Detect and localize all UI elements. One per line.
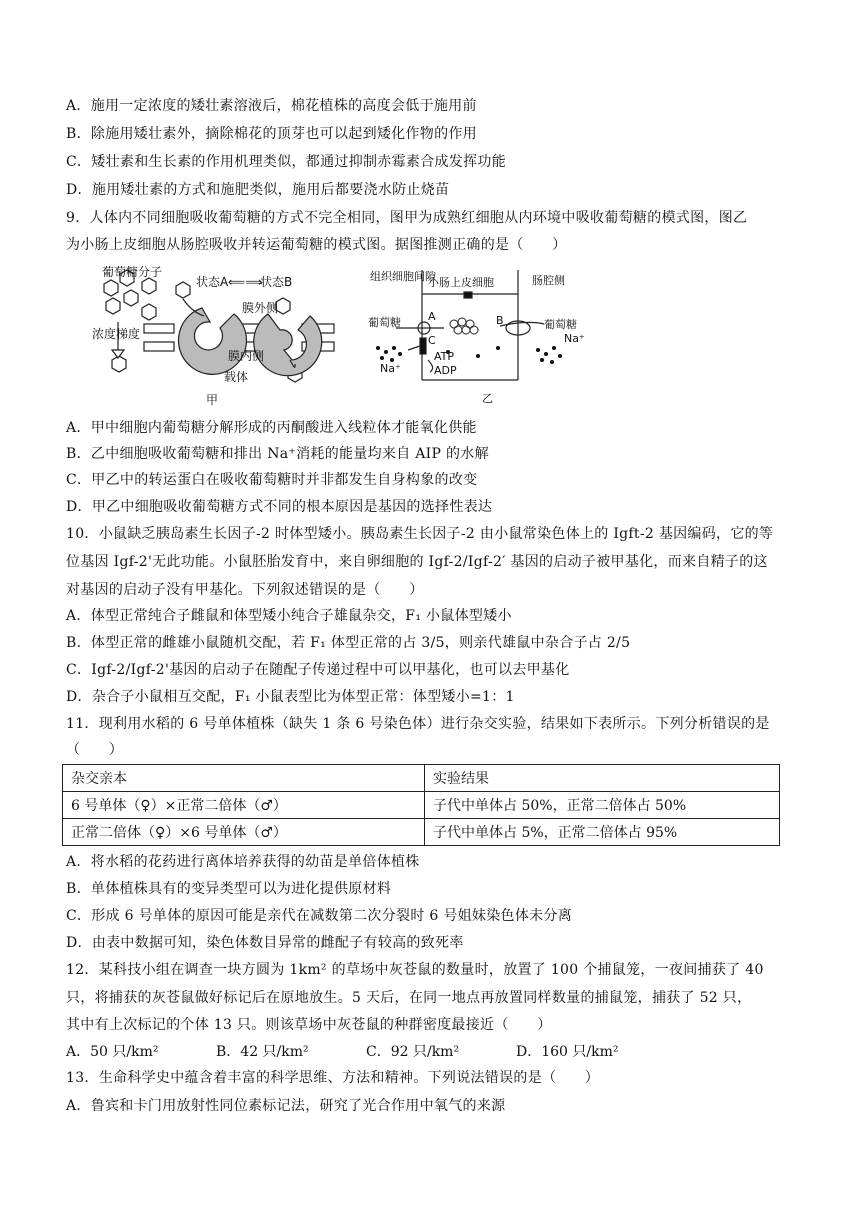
- q8-option-b: B．除施用矮壮素外，摘除棉花的顶芽也可以起到矮化作物的作用: [66, 126, 477, 142]
- table-cell: 子代中单体占 5%，正常二倍体占 95%: [425, 819, 780, 846]
- tissue-gap-label: 组织细胞间隙: [370, 270, 436, 283]
- q11-stem-line-2: （ ）: [66, 742, 124, 758]
- na-right-label: Na⁺: [564, 332, 585, 345]
- figure-jia: [92, 264, 347, 410]
- q8-option-c: C．矮壮素和生长素的作用机理类似，都通过抑制赤霉素合成发挥功能: [66, 154, 507, 170]
- q9-option-b: B．乙中细胞吸收葡萄糖和排出 Na⁺消耗的能量均来自 AIP 的水解: [66, 446, 489, 462]
- table-header-row: [63, 765, 780, 792]
- inner-side-label: 膜内侧: [228, 349, 265, 363]
- q9-option-d: D．甲乙中细胞吸收葡萄糖方式不同的根本原因是基因的选择性表达: [66, 499, 493, 515]
- q12-option-c: C．92 只/km²: [366, 1044, 460, 1060]
- q13-stem: 13．生命科学史中蕴含着丰富的科学思维、方法和精神。下列说法错误的是（ ）: [66, 1070, 600, 1086]
- q8-option-a: A．施用一定浓度的矮壮素溶液后，棉花植株的高度会低于施用前: [66, 98, 477, 114]
- outer-side-label: 膜外侧: [242, 301, 279, 315]
- q11-option-c: C．形成 6 号单体的原因可能是亲代在减数第二次分裂时 6 号姐妹染色体未分离: [66, 908, 573, 924]
- q9-stem-line-2: 为小肠上皮细胞从肠腔吸收并转运葡萄糖的模式图。据图推测正确的是（ ）: [66, 237, 567, 253]
- q10-stem-line-3: 对基因的启动子没有甲基化。下列叙述错误的是（ ）: [66, 582, 424, 598]
- na-left-label: Na⁺: [380, 362, 401, 375]
- cell-label: 小肠上皮细胞: [428, 276, 494, 289]
- carrier-label: 载体: [224, 370, 249, 384]
- q9-option-a: A．甲中细胞内葡萄糖分解形成的丙酮酸进入线粒体才能氧化供能: [66, 420, 477, 436]
- glucose-left-label: 葡萄糖: [368, 316, 401, 329]
- q10-option-a: A．体型正常纯合子雌鼠和体型矮小纯合子雄鼠杂交，F₁ 小鼠体型矮小: [66, 608, 512, 624]
- cross-results-table: [62, 764, 780, 846]
- q12-option-a: A．50 只/km²: [66, 1044, 159, 1060]
- label-c: C: [428, 334, 436, 347]
- lumen-label: 肠腔侧: [532, 274, 565, 287]
- q11-option-b: B．单体植株具有的变异类型可以为进化提供原材料: [66, 881, 392, 897]
- q9-option-c: C．甲乙中的转运蛋白在吸收葡萄糖时并非都发生自身构象的改变: [66, 472, 478, 488]
- glucose-right-label: 葡萄糖: [544, 318, 577, 331]
- q11-stem-line-1: 11．现利用水稻的 6 号单体植株（缺失 1 条 6 号染色体）进行杂交实验，结果如下表所示。下列分析错误的是: [66, 716, 770, 732]
- adp-label: ADP: [434, 364, 457, 377]
- atp-label: ATP: [434, 350, 455, 363]
- svg-text:⟸⟹: ⟸⟹: [228, 275, 263, 289]
- q12-stem-line-1: 12．某科技小组在调查一块方圆为 1km² 的草场中灰苍鼠的数量时，放置了 100 个捕鼠笼，一夜间捕获了 40: [66, 962, 764, 978]
- q9-stem-line-1: 9．人体内不同细胞吸收葡萄糖的方式不完全相同，图甲为成熟红细胞从内环境中吸收葡萄糖的模式图，图乙: [66, 210, 748, 226]
- table-cell: 子代中单体占 50%，正常二倍体占 50%: [425, 792, 780, 819]
- figure-yi-caption: 乙: [482, 392, 493, 405]
- label-a: A: [428, 310, 436, 323]
- q12-option-b: B．42 只/km²: [216, 1044, 309, 1060]
- state-b-label: 状态B: [260, 275, 293, 289]
- q12-stem-line-2: 只，将捕获的灰苍鼠做好标记后在原地放生。5 天后，在同一地点再放置同样数量的捕鼠笼，捕获了 52 只，: [66, 990, 752, 1006]
- q10-option-b: B．体型正常的雌雄小鼠随机交配，若 F₁ 体型正常的占 3/5，则亲代雄鼠中杂合子占 2/5: [66, 635, 631, 651]
- q11-option-d: D．由表中数据可知，染色体数目异常的雌配子有较高的致死率: [66, 935, 464, 951]
- glucose-molecule-label: 葡萄糖分子: [102, 265, 163, 279]
- figure-yi: [368, 268, 598, 408]
- gradient-label: 浓度梯度: [92, 327, 141, 341]
- q10-option-c: C．Igf-2/Igf-2'基因的启动子在随配子传递过程中可以甲基化，也可以去甲基化: [66, 662, 570, 678]
- label-b: B: [496, 314, 504, 327]
- q11-option-a: A．将水稻的花药进行离体培养获得的幼苗是单倍体植株: [66, 854, 420, 870]
- table-row: [63, 819, 780, 846]
- table-header-cell: 杂交亲本: [63, 765, 425, 792]
- table-cell: 正常二倍体（♀）×6 号单体（♂）: [63, 819, 425, 846]
- q12-stem-line-3: 其中有上次标记的个体 13 只。则该草场中灰苍鼠的种群密度最接近（ ）: [66, 1017, 552, 1033]
- table-row: [63, 792, 780, 819]
- table-header-cell: 实验结果: [425, 765, 780, 792]
- table-cell: 6 号单体（♀）×正常二倍体（♂）: [63, 792, 425, 819]
- q12-option-d: D．160 只/km²: [516, 1044, 619, 1060]
- q13-option-a: A．鲁宾和卡门用放射性同位素标记法，研究了光合作用中氧气的来源: [66, 1098, 506, 1114]
- q10-stem-line-1: 10．小鼠缺乏胰岛素生长因子-2 时体型矮小。胰岛素生长因子-2 由小鼠常染色体上的 Igft-2 基因编码，它的等: [66, 526, 774, 542]
- figure-jia-caption: 甲: [206, 393, 219, 407]
- state-a-label: 状态A: [196, 275, 229, 289]
- q8-option-d: D．施用矮壮素的方式和施肥类似，施用后都要浇水防止烧苗: [66, 182, 450, 198]
- q10-option-d: D．杂合子小鼠相互交配，F₁ 小鼠表型比为体型正常：体型矮小=1：1: [66, 689, 515, 705]
- q10-stem-line-2: 位基因 Igf-2'无此功能。小鼠胚胎发育中，来自卵细胞的 Igf-2/Igf-2′ 基因的启动子被甲基化，而来自精子的这: [66, 554, 768, 570]
